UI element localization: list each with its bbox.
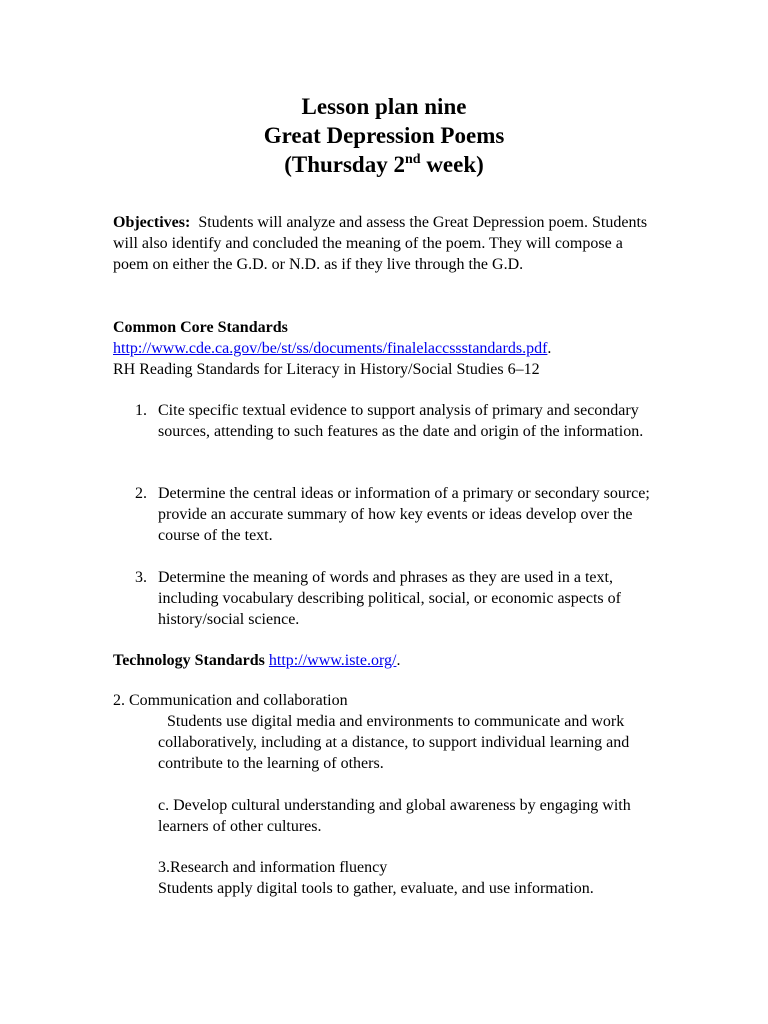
title-line-3-pre: (Thursday 2 xyxy=(284,152,405,177)
common-core-link-suffix: . xyxy=(547,340,552,357)
title-line-2: Great Depression Poems xyxy=(263,123,505,148)
section-3 xyxy=(158,857,658,899)
list-item xyxy=(135,483,655,546)
title-line-1: Lesson plan nine xyxy=(301,94,467,119)
section-2-text: Students use digital media and environments to communicate and work collaboratively, including at a distance, to support individual learning and contribute to the learning of others. xyxy=(158,713,630,772)
title-line-3-post: week) xyxy=(420,152,484,177)
list-item-text: Determine the central ideas or information of a primary or secondary source; provide an accurate summary of how key events or ideas develop over the course of the text. xyxy=(158,485,650,544)
list-item xyxy=(135,567,655,630)
technology-link-suffix: . xyxy=(396,652,401,669)
common-core-link[interactable]: http://www.cde.ca.gov/be/st/ss/documents/finalelaccssstandards.pdf xyxy=(113,340,548,357)
list-item-number: 2. xyxy=(135,485,147,502)
list-item-number: 3. xyxy=(135,569,147,586)
technology-heading-line xyxy=(113,650,653,671)
page-title xyxy=(0,92,768,179)
section-3-text: Students apply digital tools to gather, evaluate, and use information. xyxy=(158,880,594,897)
objectives-paragraph xyxy=(113,212,653,275)
list-item-text: Determine the meaning of words and phrases as they are used in a text, including vocabulary describing political, social, or economic aspects of history/social science. xyxy=(158,569,621,628)
technology-heading: Technology Standards xyxy=(113,652,265,669)
technology-link[interactable]: http://www.iste.org/ xyxy=(268,652,397,669)
common-core-subtitle: RH Reading Standards for Literacy in History/Social Studies 6–12 xyxy=(113,361,540,378)
list-item xyxy=(135,400,655,442)
section-2-title: 2. Communication and collaboration xyxy=(113,692,348,709)
common-core-section xyxy=(113,317,653,380)
common-core-link-line xyxy=(113,338,653,359)
list-item-text: Cite specific textual evidence to support analysis of primary and secondary sources, attending to such features as the date and origin of the information. xyxy=(158,402,644,440)
section-2-c-text: c. Develop cultural understanding and global awareness by engaging with learners of other cultures. xyxy=(158,797,631,835)
objectives-label: Objectives: xyxy=(113,214,191,231)
common-core-heading: Common Core Standards xyxy=(113,319,288,336)
title-line-3-sup: nd xyxy=(404,152,421,167)
section-3-title: 3.Research and information fluency xyxy=(158,859,388,876)
list-item-number: 1. xyxy=(135,402,147,419)
objectives-text: Students will analyze and assess the Great Depression poem. Students will also identify and concluded the meaning of the poem. They will compose a poem on either the G.D. or N.D. as if they live through the G.D. xyxy=(113,214,648,273)
title-line-3 xyxy=(0,150,768,179)
